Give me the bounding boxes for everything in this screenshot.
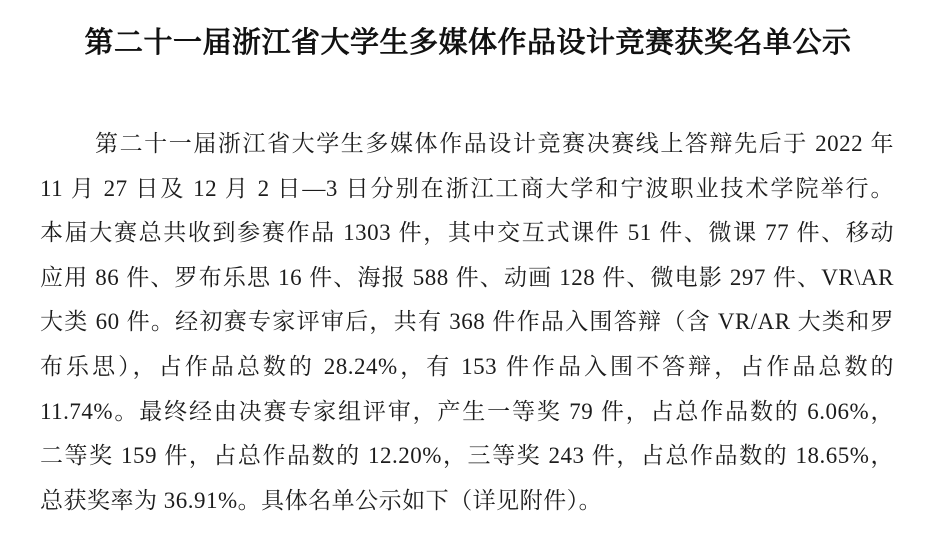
paragraph-line: 第二十一届浙江省大学生多媒体作品设计竞赛决赛线上答辩先后于 2022 年 xyxy=(95,131,894,156)
paragraph-line: 布乐思），占作品总数的 28.24%，有 153 件作品入围不答辩，占作品总数的 xyxy=(40,353,894,379)
paragraph-line: 大类 60 件。经初赛专家评审后，共有 368 件作品入围答辩（含 VR/AR 大类和罗 xyxy=(40,309,894,335)
paragraph-line: 应用 86 件、罗布乐思 16 件、海报 588 件、动画 128 件、微电影 297 件、VR\AR xyxy=(40,264,894,290)
paragraph-line: 本届大赛总共收到参赛作品 1303 件，其中交互式课件 51 件、微课 77 件、移动 xyxy=(40,220,895,246)
document-body xyxy=(40,122,894,523)
paragraph-line: 总获奖率为 36.91%。具体名单公示如下（详见附件）。 xyxy=(40,487,603,513)
paragraph-line: 11 月 27 日及 12 月 2 日—3 日分别在浙江工商大学和宁波职业技术学院举行。 xyxy=(40,175,894,201)
paragraph-line: 二等奖 159 件，占总作品数的 12.20%，三等奖 243 件，占总作品数的 18.65%， xyxy=(40,443,894,469)
paragraph-line: 11.74%。最终经由决赛专家组评审，产生一等奖 79 件，占总作品数的 6.06%， xyxy=(40,398,894,424)
document-title: 第二十一届浙江省大学生多媒体作品设计竞赛获奖名单公示 xyxy=(84,27,852,59)
